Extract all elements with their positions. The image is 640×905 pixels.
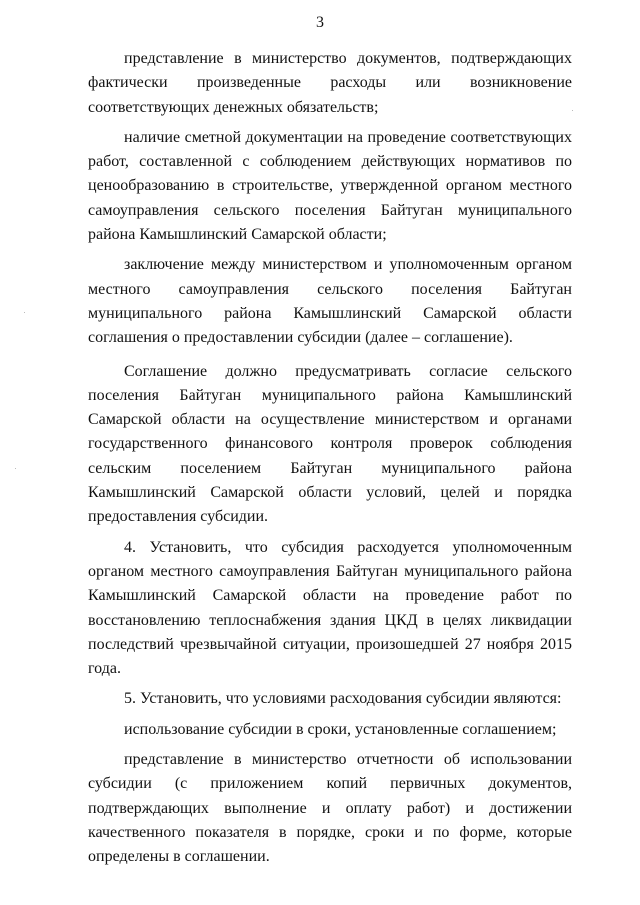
paragraph-agreement-consent: Соглашение должно предусматривать согласие сельского поселения Байтуган муниципального района Камышлинский Самарской области на осуществление министерством и органами государственного финансового контроля проверок соблюдения сельским поселением Байтуган муниципального района Камышлинский Самарской области условий, целей и порядка предоставления субсидии.	[88, 362, 572, 526]
paragraph-reporting: представление в министерство отчетности об использовании субсидии (с приложением копий первичных документов, подтверждающих выполнение и оплату работ) и достижении качественного показателя в порядке, сроки и по форме, которые определены в соглашении.	[88, 751, 572, 866]
paragraph-use-in-terms: использование субсидии в сроки, установленные соглашением;	[124, 720, 557, 738]
paragraph-agreement-conclusion: заключение между министерством и уполномоченным органом местного самоуправления сельского поселения Байтуган муниципального района Камышлинский Самарской области соглашения о предоставлении субсидии (далее – соглашение).	[88, 256, 572, 347]
scan-speck	[15, 468, 16, 469]
paragraph-item-5: 5. Установить, что условиями расходования субсидии являются:	[124, 690, 562, 708]
scan-speck	[572, 110, 573, 111]
scan-speck	[24, 312, 25, 313]
paragraph-item-4: 4. Установить, что субсидия расходуется уполномоченным органом местного самоуправления Байтуган муниципального района Камышлинский Самарской области на проведение работ по восстановлению теплоснабжения здания ЦКД в целях ликвидации последствий чрезвычайной ситуации, произошедшей 27 ноября 2015 года.	[88, 538, 572, 678]
paragraph-estimate-documentation: наличие сметной документации на проведение соответствующих работ, составленной с соблюдением действующих нормативов по ценообразованию в строительстве, утвержденной органом местного самоуправления сельского поселения Байтуган муниципального района Камышлинский Самарской области;	[88, 128, 572, 244]
page-number: 3	[316, 14, 324, 31]
paragraph-submission-of-documents: представление в министерство документов, подтверждающих фактически произведенные расходы или возникновение соответствующих денежных обязательств;	[88, 50, 572, 116]
document-body	[88, 47, 572, 870]
